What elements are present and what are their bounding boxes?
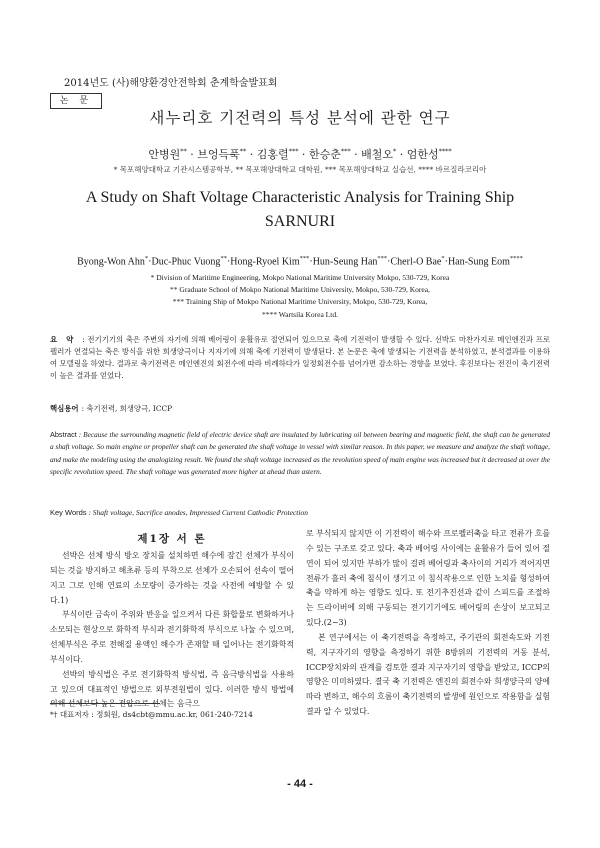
author-en: Han-Sung Eom: [447, 256, 510, 268]
korean-abstract: [50, 334, 550, 382]
english-keywords: [50, 508, 308, 517]
author-kr: 배철오: [361, 148, 393, 161]
affiliation-line: ** Graduate School of Mokpo National Maritime University, Mokpo, 530-729, Korea,: [170, 285, 430, 295]
korean-abstract-label: 요 약: [50, 335, 77, 344]
korean-affiliations: * 목포해양대학교 기관시스템공학부, ** 목포해양대학교 대학원, *** 목포해양대학교 실습선, **** 바르질라코리아: [113, 165, 487, 174]
english-keywords-label: Key Words: [50, 508, 87, 517]
english-affiliations: [0, 272, 600, 321]
english-keywords-text: : Shaft voltage, Sacrifice anodes, Impressed Current Cathodic Protection: [88, 508, 308, 517]
author-kr: 한승춘: [308, 148, 341, 161]
english-abstract-label: Abstract: [50, 430, 77, 439]
author-en: Hun-Seung Han: [312, 256, 378, 268]
body-paragraph: 로 부식되지 않지만 이 기전력이 해수와 프로펠러축을 타고 전류가 흐를 수 있는 구조로 갖고 있다. 축과 베어링 사이에는 윤활유가 들어 있어 절연이 되어 있지만 부하가 많이 걸려 베어링과 축사이의 거리가 적어지면 전류가 흘러 축에 침식이 생기고 이 침식작용으로 인한 노치를 형성하여 축을 약하게 하는 영향도 있다. 또 전기추진선과 같이 스피드를 조절하는 드라이버에 의해 구동되는 전기기기에도 베어링의 손상이 보고되고 있다.(2~3): [306, 529, 550, 628]
korean-keywords-label: 핵심용어: [50, 404, 79, 413]
paper-type-badge: 논 문: [50, 93, 102, 109]
english-authors: Byong-Won Ahn*·Duc-Phuc Vuong**·Hong-Ryoel Kim***·Hun-Seung Han***·Cherl-O Bae*·Han-Sung Eom****: [77, 255, 523, 268]
author-en: Cherl-O Bae: [390, 256, 442, 268]
english-abstract-text: : Because the surrounding magnetic field of electric device shaft are insulated by lubricating oil between bearing and magnetic field, the shaft can be generated a shaft voltage. So main engine or propeller shaft can be generated the shaft voltage in vessel with similar reason. In this paper, we measure and analyze the shaft voltage, and make the modeling using the analogizing result. We found the shaft voltage increased as the revolution speed of main engine was increased but it decreased at over the specific revolution speed. The shaft voltage was generated more higher at ahead than astern.: [50, 430, 551, 477]
author-kr: 엄한성: [406, 148, 439, 161]
corresponding-author-footnote: *† 대표저자 : 정회원, ds4cbt@mmu.ac.kr, 061-240-7214: [50, 710, 253, 719]
author-en: Byong-Won Ahn: [77, 256, 145, 268]
korean-authors: 안병원** · 브엉득푹** · 김홍렬*** · 한승춘*** · 배철오* · 엄한성****: [148, 147, 452, 161]
korean-abstract-text: : 전기기기의 축은 주변의 자기에 의해 베어링이 윤활유로 절연되어 있으므로 축에 기전력이 발생할 수 있다. 선박도 마찬가지로 메인엔진과 프로펠러가 연결되는 축은 방식을 위한 희생양극이나 지자기에 의해 축에 기전력이 발생된다. 본 논문은 축에 발생되는 기전력을 분석하였고, 분석결과를 이용하여 모델링을 하였다. 결과로 축기전력은 메인엔진의 회전수에 따라 비례하다가 일정회전수를 넘어가면 감소하는 경향을 보였다. 후진보다는 전진이 축기전력이 높은 결과를 얻었다.: [50, 335, 550, 380]
english-title: A Study on Shaft Voltage Characteristic Analysis for Training Ship SARNURI: [85, 189, 515, 230]
korean-title: 새누리호 기전력의 특성 분석에 관한 연구: [149, 109, 451, 127]
author-kr: 브엉득푹: [197, 148, 240, 161]
author-en: Duc-Phuc Vuong: [151, 256, 221, 268]
body-paragraph: 선박은 선체 방식 방오 장치를 설치하면 해수에 잠긴 선체가 부식이 되는 것을 방지하고 해초류 등의 부착으로 선체가 오손되어 선속이 떨어지고 그로 인해 연료의 소모량이 증가하는 것을 사전에 예방할 수 있다.1): [50, 551, 294, 605]
author-kr: 안병원: [148, 148, 181, 161]
body-right-column: [306, 527, 550, 720]
conference-header: 2014년도 (사)해양환경안전학회 춘계학술발표회: [64, 78, 278, 89]
footnote-divider: [50, 703, 160, 704]
english-abstract: [50, 429, 550, 479]
body-paragraph: 본 연구에서는 이 축기전력을 측정하고, 주기관의 회전속도와 기전력, 지구자기의 영향을 측정하기 위한 8방위의 기전력의 거동 분석, ICCP장치와의 관계를 검토한 결과 지구자기의 영향을 받았고, ICCP의 영향은 미미하였다. 결국 축 기전력은 엔진의 회전수와 희생양극의 양에 따라 변하고, 해수의 흐름이 축기전력의 발생에 원인으로 작용함을 실험결과 알 수 있었다.: [306, 632, 551, 717]
affiliation-line: *** Training Ship of Mokpo National Maritime University, Mokpo, 530-729, Korea,: [172, 297, 428, 307]
body-paragraph: 부식이란 금속이 주위와 반응을 일으켜서 다른 화합물로 변화하거나 소모되는 현상으로 화학적 부식과 전기화학적 부식으로 나눌 수 있으며, 선체부식은 주로 전해질 용액인 해수가 존재할 때 일어나는 전기화학적 부식이다.: [50, 610, 294, 664]
body-left-column: [50, 549, 294, 712]
author-en: Hong-Ryoel Kim: [230, 256, 300, 268]
affiliation-line: **** Wartsila Korea Ltd.: [262, 309, 338, 319]
body-paragraph: 선박의 방식법은 주로 전기화학적 방식법, 즉 음극방식법을 사용하고 있으며 대표적인 방법으로 외부전원법이 있다. 이러한 방식 방법에 의해 선체보다 높은 전압으로 선체는 음극으: [50, 669, 294, 709]
page-number: - 44 -: [287, 778, 313, 790]
korean-keywords-text: : 축기전력, 희생양극, ICCP: [81, 404, 173, 413]
affiliation-line: * Division of Maritime Engineering, Mokpo National Maritime University Mokpo, 530-729, Korea: [150, 273, 450, 282]
korean-keywords: [50, 403, 172, 414]
author-kr: 김홍렬: [256, 148, 289, 161]
section-title: 제1장 서 론: [137, 533, 207, 545]
